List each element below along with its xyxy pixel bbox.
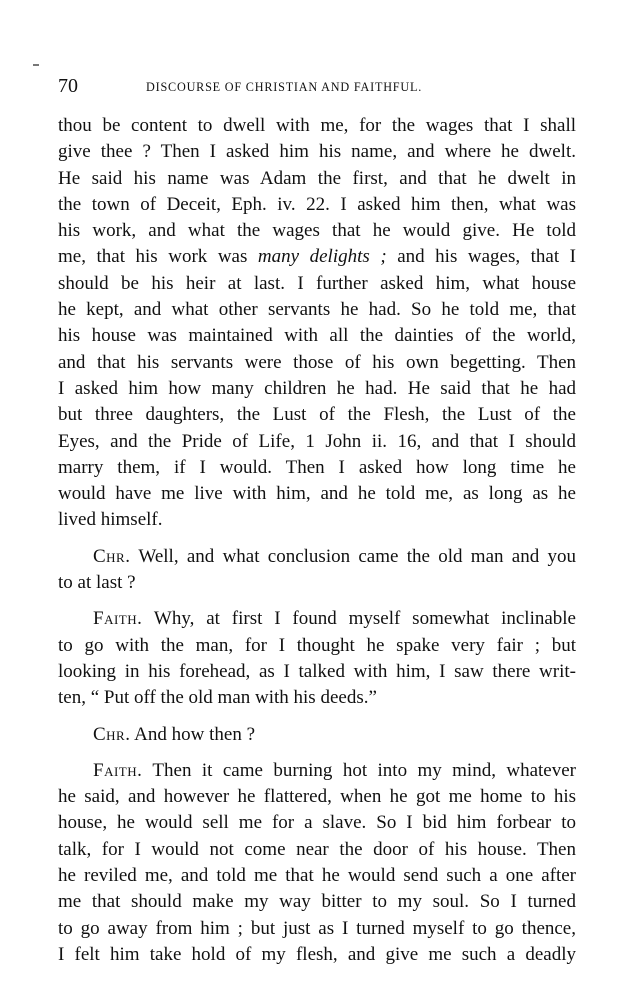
book-page: [58, 68, 576, 968]
text-line: [58, 139, 576, 165]
text-line: [58, 297, 576, 323]
text-segment: Eyes, and the Pride of Life, 1 John ii. 16, and that I should: [58, 430, 576, 452]
text-line: [58, 192, 576, 218]
text-line: [58, 376, 576, 402]
text-line: [58, 758, 576, 784]
text-line: [58, 166, 576, 192]
text-line: [58, 916, 576, 942]
paragraph-gap: [58, 534, 576, 544]
text-line: [58, 271, 576, 297]
speaker-label: Faith.: [93, 608, 143, 630]
text-line: [58, 244, 576, 270]
text-segment: ten, “ Put off the old man with his deeds.”: [58, 687, 377, 709]
text-line: [58, 685, 576, 711]
text-line: [58, 659, 576, 685]
text-line: [58, 810, 576, 836]
text-segment: talk, for I would not come near the door of his house. Then: [58, 838, 576, 860]
text-segment: Then it came burning hot into my mind, whatever: [142, 759, 576, 781]
text-segment: I asked him how many children he had. He said that he had: [58, 377, 576, 399]
page-number: 70: [58, 75, 78, 97]
text-segment: looking in his forehead, as I talked with him, I saw there writ-: [58, 660, 576, 682]
text-segment: me, that his work was: [58, 246, 258, 268]
text-line: [58, 863, 576, 889]
page-header: [58, 68, 576, 98]
text-segment: And how then ?: [130, 723, 256, 745]
text-line: [58, 218, 576, 244]
text-line: [58, 481, 576, 507]
text-segment: house, he would sell me for a slave. So I bid him forbear to: [58, 812, 576, 834]
italic-text: many delights ;: [257, 246, 387, 268]
paragraph-gap: [58, 748, 576, 758]
text-segment: to go away from him ; but just as I turned myself to go thence,: [58, 917, 576, 939]
text-segment: He said his name was Adam the first, and that he dwelt in: [58, 167, 576, 189]
text-segment: to at last ?: [58, 572, 136, 594]
text-line: [58, 570, 576, 596]
text-segment: thou be content to dwell with me, for the wages that I shall: [58, 115, 576, 136]
text-segment: marry them, if I would. Then I asked how long time he: [58, 456, 576, 478]
running-title: DISCOURSE OF CHRISTIAN AND FAITHFUL.: [146, 80, 423, 94]
text-segment: lived himself.: [58, 509, 163, 531]
text-segment: his house was maintained with all the dainties of the world,: [58, 325, 576, 347]
text-segment: and his wages, that I: [386, 246, 576, 268]
text-segment: the town of Deceit, Eph. iv. 22. I asked him then, what was: [58, 193, 576, 215]
text-segment: he said, and however he flattered, when he got me home to his: [58, 786, 576, 808]
text-line: [58, 350, 576, 376]
text-line: [58, 429, 576, 455]
text-line: [58, 402, 576, 428]
text-segment: give thee ? Then I asked him his name, and where he dwelt.: [58, 141, 576, 163]
text-line: [58, 633, 576, 659]
paragraph-gap: [58, 596, 576, 606]
paragraph-gap: [58, 712, 576, 722]
text-segment: and that his servants were those of his own begetting. Then: [58, 351, 576, 373]
text-segment: should be his heir at last. I further asked him, what house: [58, 272, 576, 294]
body-text: [58, 113, 576, 968]
speaker-label: Faith.: [93, 759, 143, 781]
text-segment: would have me live with him, and he told me, as long as he: [58, 483, 576, 505]
speaker-label: Chr.: [93, 723, 131, 745]
text-line: [58, 837, 576, 863]
text-segment: Well, and what conclusion came the old man and you: [130, 545, 576, 567]
text-line: [58, 323, 576, 349]
text-line: [58, 889, 576, 915]
text-line: [58, 606, 576, 632]
text-line: [58, 722, 576, 748]
text-segment: me that should make my way bitter to my soul. So I turned: [58, 891, 576, 913]
text-segment: but three daughters, the Lust of the Flesh, the Lust of the: [58, 404, 576, 426]
text-line: [58, 455, 576, 481]
text-segment: Why, at first I found myself somewhat inclinable: [142, 608, 576, 630]
text-segment: he kept, and what other servants he had. So he told me, that: [58, 299, 576, 321]
text-line: [58, 113, 576, 139]
text-line: [58, 507, 576, 533]
text-segment: his work, and what the wages that he would give. He told: [58, 220, 576, 242]
text-segment: to go with the man, for I thought he spake very fair ; but: [58, 634, 576, 656]
text-segment: I felt him take hold of my flesh, and give me such a deadly: [58, 943, 576, 965]
text-segment: he reviled me, and told me that he would send such a one after: [58, 865, 576, 887]
speaker-label: Chr.: [93, 545, 131, 567]
margin-mark: [33, 64, 39, 66]
text-line: [58, 942, 576, 968]
text-line: [58, 784, 576, 810]
text-line: [58, 544, 576, 570]
